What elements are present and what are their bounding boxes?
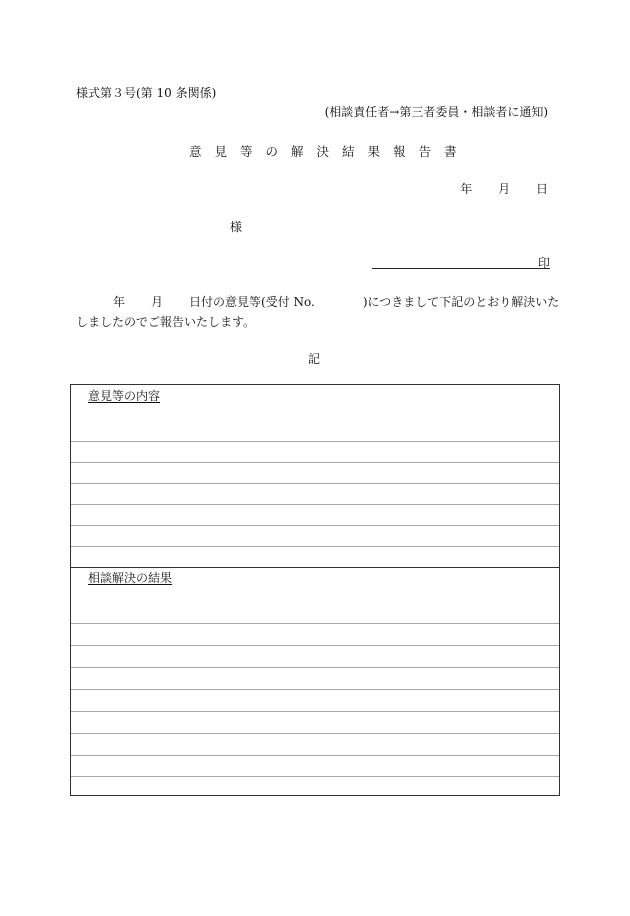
result-line bbox=[71, 711, 559, 712]
opinion-line bbox=[71, 504, 559, 505]
body-rest-text: )につきまして下記のとおり解決いた bbox=[362, 295, 560, 309]
result-line bbox=[71, 689, 559, 690]
resolution-result-label: 相談解決の結果 bbox=[88, 571, 173, 585]
date-line bbox=[460, 180, 548, 197]
body-month-label: 月 bbox=[151, 295, 164, 309]
result-line bbox=[71, 667, 559, 668]
result-line bbox=[71, 776, 559, 777]
seal-mark: 印 bbox=[537, 256, 550, 270]
date-day-label: 日 bbox=[535, 182, 548, 196]
result-line bbox=[71, 733, 559, 734]
result-line bbox=[71, 623, 559, 624]
report-form-box bbox=[70, 384, 560, 796]
body-text-line-1 bbox=[113, 293, 559, 310]
seal-signature-line bbox=[372, 254, 550, 269]
record-heading: 記 bbox=[308, 352, 321, 366]
form-number: 様式第３号(第 10 条関係) bbox=[76, 86, 217, 100]
result-line bbox=[71, 755, 559, 756]
result-line bbox=[71, 645, 559, 646]
body-year-label: 年 bbox=[113, 295, 126, 309]
section-divider bbox=[71, 567, 559, 568]
opinion-line bbox=[71, 525, 559, 526]
addressee-suffix: 様 bbox=[230, 220, 243, 234]
opinion-line bbox=[71, 483, 559, 484]
page-title: 意見等の解決結果報告書 bbox=[189, 144, 470, 159]
notice-route: (相談責任者→第三者委員・相談者に通知) bbox=[324, 105, 548, 119]
opinion-line bbox=[71, 462, 559, 463]
date-year-label: 年 bbox=[460, 182, 473, 196]
opinion-line bbox=[71, 441, 559, 442]
opinion-content-label: 意見等の内容 bbox=[88, 389, 161, 403]
body-date-text: 日付の意見等(受付 No. bbox=[189, 295, 315, 309]
date-month-label: 月 bbox=[498, 182, 511, 196]
body-text-line-2: しましたのでご報告いたします。 bbox=[76, 315, 256, 329]
opinion-line bbox=[71, 546, 559, 547]
